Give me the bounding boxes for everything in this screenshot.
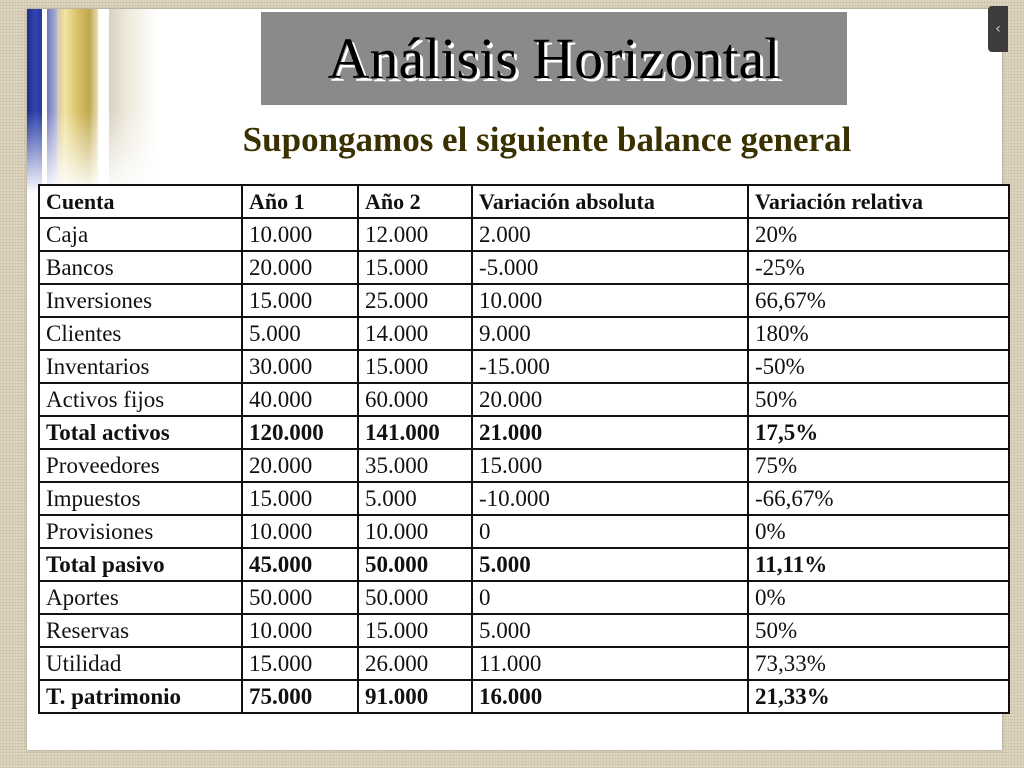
- cell-variacion-relativa: 11,11%: [748, 548, 1009, 581]
- cell-cuenta: Proveedores: [39, 449, 242, 482]
- header-variacion-relativa: Variación relativa: [748, 185, 1009, 218]
- cell-ano-2: 5.000: [358, 482, 472, 515]
- header-ano-1: Año 1: [242, 185, 358, 218]
- cell-ano-2: 15.000: [358, 350, 472, 383]
- cell-cuenta: Caja: [39, 218, 242, 251]
- cell-variacion-absoluta: 0: [472, 515, 748, 548]
- table-row: [39, 482, 1009, 515]
- cell-variacion-absoluta: 11.000: [472, 647, 748, 680]
- table-row: [39, 383, 1009, 416]
- cell-ano-1: 5.000: [242, 317, 358, 350]
- cell-variacion-absoluta: 20.000: [472, 383, 748, 416]
- header-ano-2: Año 2: [358, 185, 472, 218]
- cell-ano-1: 20.000: [242, 449, 358, 482]
- table-total-row: [39, 680, 1009, 713]
- cell-cuenta: Total activos: [39, 416, 242, 449]
- cell-variacion-relativa: 17,5%: [748, 416, 1009, 449]
- cell-variacion-relativa: 21,33%: [748, 680, 1009, 713]
- cell-variacion-relativa: -50%: [748, 350, 1009, 383]
- cell-ano-1: 45.000: [242, 548, 358, 581]
- cell-ano-1: 75.000: [242, 680, 358, 713]
- cell-ano-1: 40.000: [242, 383, 358, 416]
- cell-variacion-absoluta: -10.000: [472, 482, 748, 515]
- decorative-stripes: [27, 9, 157, 194]
- cell-variacion-relativa: 75%: [748, 449, 1009, 482]
- cell-variacion-absoluta: 15.000: [472, 449, 748, 482]
- cell-variacion-relativa: 20%: [748, 218, 1009, 251]
- table-row: [39, 317, 1009, 350]
- slide-subtitle: Supongamos el siguiente balance general: [242, 120, 852, 159]
- header-cuenta: Cuenta: [39, 185, 242, 218]
- table-row: [39, 218, 1009, 251]
- cell-variacion-relativa: 180%: [748, 317, 1009, 350]
- cell-variacion-absoluta: -5.000: [472, 251, 748, 284]
- table-total-row: [39, 416, 1009, 449]
- cell-ano-1: 50.000: [242, 581, 358, 614]
- cell-ano-2: 26.000: [358, 647, 472, 680]
- header-variacion-absoluta: Variación absoluta: [472, 185, 748, 218]
- cell-cuenta: T. patrimonio: [39, 680, 242, 713]
- cell-variacion-relativa: -25%: [748, 251, 1009, 284]
- cell-variacion-absoluta: 10.000: [472, 284, 748, 317]
- table-header-row: [39, 185, 1009, 218]
- cell-variacion-relativa: 50%: [748, 383, 1009, 416]
- cell-variacion-relativa: -66,67%: [748, 482, 1009, 515]
- cell-variacion-relativa: 50%: [748, 614, 1009, 647]
- cell-ano-2: 91.000: [358, 680, 472, 713]
- cell-variacion-absoluta: 5.000: [472, 614, 748, 647]
- cell-ano-2: 14.000: [358, 317, 472, 350]
- cell-variacion-absoluta: 16.000: [472, 680, 748, 713]
- cell-cuenta: Inventarios: [39, 350, 242, 383]
- cell-ano-1: 10.000: [242, 614, 358, 647]
- cell-ano-2: 50.000: [358, 581, 472, 614]
- table-row: [39, 614, 1009, 647]
- cell-cuenta: Impuestos: [39, 482, 242, 515]
- cell-cuenta: Bancos: [39, 251, 242, 284]
- table-body: [39, 218, 1009, 713]
- cell-ano-1: 20.000: [242, 251, 358, 284]
- cell-variacion-absoluta: -15.000: [472, 350, 748, 383]
- cell-ano-1: 30.000: [242, 350, 358, 383]
- cell-ano-2: 15.000: [358, 251, 472, 284]
- cell-cuenta: Reservas: [39, 614, 242, 647]
- cell-ano-2: 25.000: [358, 284, 472, 317]
- cell-cuenta: Utilidad: [39, 647, 242, 680]
- table-total-row: [39, 548, 1009, 581]
- cell-ano-1: 15.000: [242, 647, 358, 680]
- chevron-left-icon[interactable]: ‹: [988, 6, 1008, 52]
- cell-cuenta: Inversiones: [39, 284, 242, 317]
- cell-variacion-relativa: 66,67%: [748, 284, 1009, 317]
- cell-ano-2: 141.000: [358, 416, 472, 449]
- cell-variacion-absoluta: 0: [472, 581, 748, 614]
- cell-ano-1: 10.000: [242, 515, 358, 548]
- title-box: [261, 12, 847, 105]
- table-row: [39, 581, 1009, 614]
- table-row: [39, 647, 1009, 680]
- cell-variacion-absoluta: 5.000: [472, 548, 748, 581]
- table-row: [39, 515, 1009, 548]
- cell-ano-2: 60.000: [358, 383, 472, 416]
- table-row: [39, 350, 1009, 383]
- table-row: [39, 449, 1009, 482]
- cell-variacion-absoluta: 21.000: [472, 416, 748, 449]
- cell-ano-2: 12.000: [358, 218, 472, 251]
- cell-cuenta: Aportes: [39, 581, 242, 614]
- table-row: [39, 284, 1009, 317]
- cell-cuenta: Provisiones: [39, 515, 242, 548]
- cell-variacion-relativa: 0%: [748, 581, 1009, 614]
- cell-cuenta: Total pasivo: [39, 548, 242, 581]
- cell-ano-2: 50.000: [358, 548, 472, 581]
- cell-ano-1: 15.000: [242, 284, 358, 317]
- cell-variacion-absoluta: 2.000: [472, 218, 748, 251]
- cell-variacion-relativa: 0%: [748, 515, 1009, 548]
- cell-ano-1: 15.000: [242, 482, 358, 515]
- cell-ano-2: 35.000: [358, 449, 472, 482]
- cell-ano-2: 15.000: [358, 614, 472, 647]
- cell-variacion-relativa: 73,33%: [748, 647, 1009, 680]
- cell-ano-2: 10.000: [358, 515, 472, 548]
- cell-ano-1: 10.000: [242, 218, 358, 251]
- cell-ano-1: 120.000: [242, 416, 358, 449]
- slide-title: Análisis Horizontal: [327, 25, 781, 91]
- cell-cuenta: Clientes: [39, 317, 242, 350]
- cell-cuenta: Activos fijos: [39, 383, 242, 416]
- balance-table: [38, 184, 1010, 714]
- table-row: [39, 251, 1009, 284]
- cell-variacion-absoluta: 9.000: [472, 317, 748, 350]
